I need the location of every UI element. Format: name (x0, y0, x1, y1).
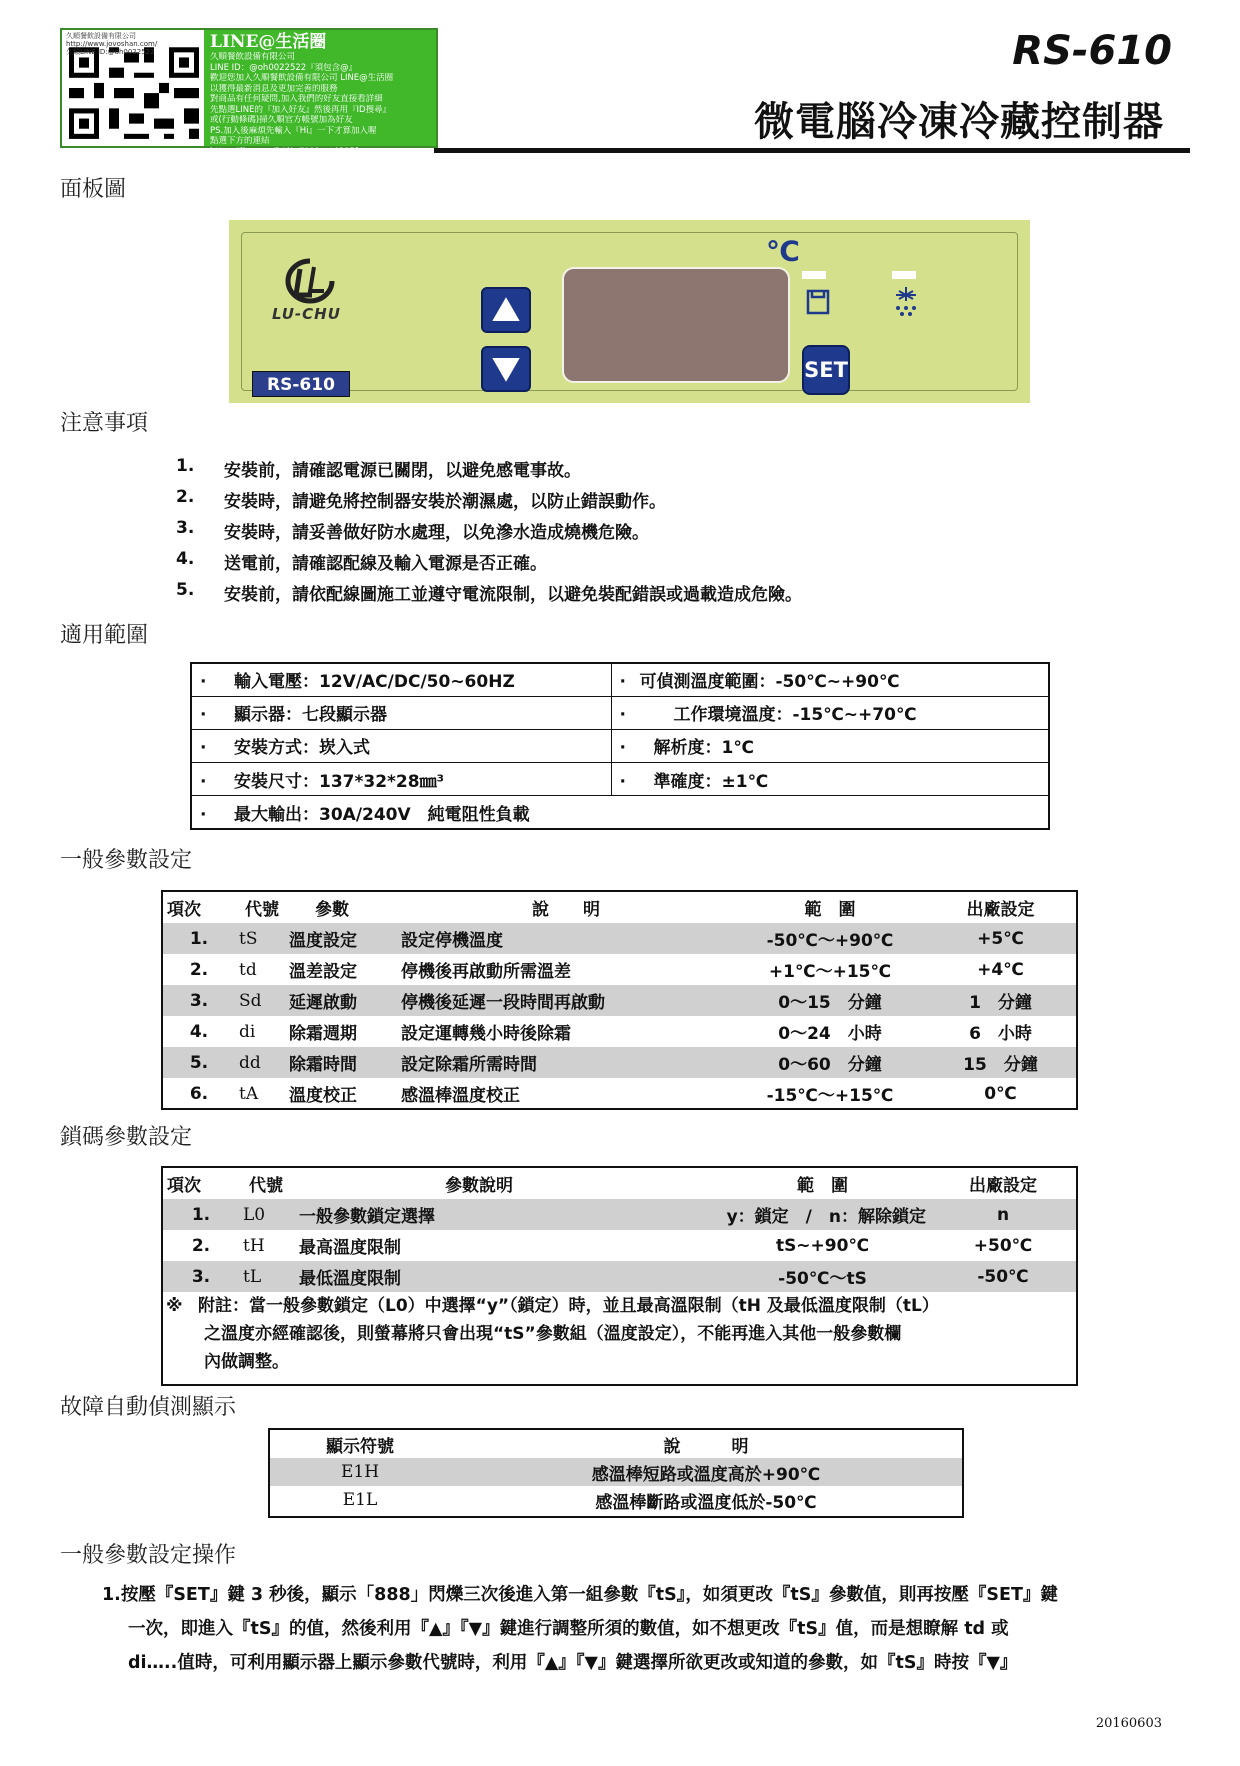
spec-cell (191, 763, 611, 796)
note-number: 1. (176, 456, 195, 476)
note-text: 安裝時，請妥善做好防水處理，以免滲水造成燒機危險。 (224, 523, 649, 543)
column-header: 項次 (167, 900, 201, 920)
table-cell: 最高溫度限制 (299, 1238, 401, 1258)
table-cell: 溫度設定 (285, 923, 397, 954)
spec-cell (191, 663, 611, 696)
section-heading-lock: 鎖碼參數設定 (60, 1125, 193, 1150)
section-heading-notes: 注意事項 (60, 411, 149, 436)
table-cell: 溫差設定 (289, 962, 357, 982)
arrow-down-icon (483, 348, 529, 390)
column-header: 出廠設定 (966, 900, 1035, 920)
spec-cell (611, 729, 1049, 762)
banner-line: PS.加入後麻煩先輸入『Hi』一下才算加入喔 (210, 125, 377, 136)
operation-instructions (102, 1578, 1182, 1680)
table-cell: -50℃～+90℃ (735, 923, 925, 954)
banner-line: 歡迎您加入久順餐飲設備有限公司 LINE@生活圈 (210, 73, 394, 83)
table-cell: 設定停機溫度 (397, 923, 735, 954)
table-cell: tS~+90℃ (775, 1235, 870, 1256)
arrow-up-icon (483, 289, 529, 331)
table-row (163, 1016, 1076, 1047)
bullet-mark: · (200, 672, 207, 693)
cell-text: 解析度：1℃ (653, 738, 754, 759)
table-cell: 2. (191, 1235, 211, 1256)
qr-caption (66, 32, 206, 56)
table-cell: n (930, 1199, 1076, 1230)
table-row (191, 729, 1049, 762)
list-item (176, 580, 802, 611)
banner-line: 先點選LINE的『加入好友』然後再用『ID搜尋』 (210, 104, 392, 115)
cell-text: 安裝方式：崁入式 (234, 738, 370, 759)
title-divider (434, 148, 1190, 153)
cell-text: 準確度：±1℃ (653, 771, 769, 792)
table-cell: 1. (163, 1199, 239, 1230)
section-heading-fault: 故障自動偵測顯示 (60, 1395, 237, 1420)
table-cell: tL (239, 1261, 295, 1292)
table-cell: 溫度校正 (289, 1086, 357, 1106)
line-info-panel (204, 30, 436, 157)
table-row (270, 1486, 962, 1514)
table-header-row (270, 1430, 962, 1458)
table-row (191, 763, 1049, 796)
table-row (163, 985, 1076, 1016)
panel-model-label: RS-610 (252, 371, 350, 397)
column-header: 說 明 (532, 900, 600, 920)
table-cell: 0～60 分鐘 (735, 1047, 925, 1078)
fault-code-table (270, 1430, 962, 1514)
up-button[interactable] (481, 287, 531, 333)
table-cell: di (239, 1021, 256, 1042)
general-parameter-table (163, 892, 1076, 1109)
table-cell: tA (239, 1083, 259, 1104)
spec-cell (611, 696, 1049, 729)
table-cell: 除霜週期 (289, 1024, 357, 1044)
note-line: 之溫度亦經確認後，則螢幕將只會出現“tS”參數組（溫度設定），不能再進入其他一般參數欄 (204, 1324, 902, 1344)
spec-cell (191, 729, 611, 762)
table-header-row (163, 892, 1076, 923)
table-cell: 15 分鐘 (925, 1047, 1076, 1078)
bullet-mark: · (200, 738, 207, 759)
qr-caption-line: 久順LINE ID:@oh0022522 (66, 48, 155, 56)
cell-text: 輸入電壓：12V/AC/DC/50~60HZ (234, 672, 515, 693)
table-row (191, 663, 1049, 696)
note-number: 5. (176, 580, 195, 600)
column-header: 代號 (249, 1176, 283, 1196)
table-cell: 最低溫度限制 (295, 1261, 715, 1292)
table-cell: td (239, 959, 257, 980)
column-header: 參數 (315, 900, 349, 920)
section-heading-operation: 一般參數設定操作 (60, 1543, 237, 1568)
note-line: 內做調整。 (204, 1352, 289, 1372)
down-button[interactable] (481, 346, 531, 392)
table-cell: +1℃～+15℃ (768, 962, 892, 982)
banner-line: 久順餐飲設備有限公司 (210, 52, 296, 62)
table-cell: +4℃ (977, 959, 1024, 980)
table-cell: 6. (189, 1083, 209, 1104)
table-cell: 感溫棒斷路或溫度低於-50℃ (595, 1492, 817, 1513)
table-cell: -15℃～+15℃ (766, 1086, 894, 1106)
table-cell: tS (235, 923, 285, 954)
note-number: 2. (176, 487, 195, 507)
document-date: 20160603 (1095, 1716, 1162, 1731)
column-header: 說 明 (663, 1436, 749, 1457)
table-cell: 0～15 分鐘 (735, 985, 925, 1016)
table-cell: 0～24 小時 (778, 1024, 882, 1044)
table-cell: 除霜時間 (285, 1047, 397, 1078)
table-cell: +5℃ (925, 923, 1076, 954)
table-cell: 感溫棒短路或溫度高於+90℃ (450, 1458, 962, 1486)
lock-parameter-table (163, 1168, 1076, 1292)
table-row (191, 796, 1049, 829)
qr-code-icon[interactable] (64, 32, 204, 144)
cell-text: 最大輸出：30A/240V 純電阻性負載 (234, 804, 530, 825)
table-header-row (163, 1168, 1076, 1199)
bullet-mark: · (619, 672, 626, 693)
banner-line: 對商品有任何疑問,加入我們的好友直接看詳細 (210, 94, 383, 104)
table-cell: 3. (163, 1261, 239, 1292)
column-header: 項次 (167, 1176, 201, 1196)
spec-cell (611, 763, 1049, 796)
defrost-icon (890, 283, 922, 319)
table-cell: 2. (189, 959, 209, 980)
table-cell: E1L (342, 1490, 378, 1510)
note-line (166, 1292, 1072, 1320)
column-header: 範 圍 (797, 1176, 848, 1196)
table-cell: tH (243, 1235, 265, 1256)
line-banner (60, 28, 438, 157)
table-row (163, 1047, 1076, 1078)
column-header: 代號 (245, 900, 279, 920)
cell-text: 附註：當一般參數鎖定（L0）中選擇“y”（鎖定）時，並且最高溫限制（tH 及最低溫度限制（tL） (198, 1296, 939, 1316)
note-number: 3. (176, 518, 195, 538)
column-header: 參數說明 (445, 1176, 513, 1196)
cell-text: 可偵測溫度範圍：-50℃~+90℃ (639, 672, 900, 693)
bullet-mark: · (200, 771, 207, 792)
cell-text: 安裝尺寸：137*32*28㎜³ (234, 771, 445, 792)
bullet-mark: · (619, 771, 626, 792)
section-heading-panel: 面板圖 (60, 177, 127, 202)
table-cell: 設定除霜所需時間 (397, 1047, 735, 1078)
column-header: 出廠設定 (969, 1176, 1037, 1196)
defrost-indicator-led (892, 271, 916, 279)
brand-name: LU-CHU (272, 305, 341, 323)
table-cell: 延遲啟動 (285, 985, 397, 1016)
list-item (176, 549, 802, 580)
lock-note (166, 1292, 1072, 1376)
table-row (191, 696, 1049, 729)
section-heading-scope: 適用範圍 (60, 623, 149, 648)
line-banner-title: LINE@生活圈 (210, 32, 327, 52)
banner-line: 點選下方的連結 (210, 136, 270, 146)
table-cell: -50℃ (930, 1261, 1076, 1292)
table-cell: 1 分鐘 (925, 985, 1076, 1016)
table-cell: E1H (270, 1458, 450, 1486)
table-row (163, 1230, 1076, 1261)
note-text: 安裝時，請避免將控制器安裝於潮濕處，以防止錯誤動作。 (224, 492, 666, 512)
table-row (163, 1078, 1076, 1109)
spec-cell (191, 796, 1049, 829)
panel-bezel (241, 232, 1018, 395)
table-cell: -50℃～tS (715, 1261, 930, 1292)
compressor-indicator-led (802, 271, 826, 279)
note-number: 4. (176, 549, 195, 569)
table-cell: +50℃ (973, 1235, 1033, 1256)
product-title: 微電腦冷凍冷藏控制器 (754, 99, 1164, 145)
table-cell: 一般參數鎖定選擇 (295, 1199, 715, 1230)
table-cell: 3. (163, 985, 235, 1016)
cell-text: 工作環境溫度：-15℃~+70℃ (673, 705, 917, 726)
table-cell: 設定運轉幾小時後除霜 (401, 1024, 571, 1044)
cell-text: 顯示器：七段顯示器 (234, 705, 387, 726)
cell-text: ※ (166, 1296, 183, 1316)
column-header: 顯示符號 (326, 1436, 394, 1457)
section-heading-general: 一般參數設定 (60, 848, 193, 873)
compressor-icon (802, 287, 834, 317)
spec-cell (191, 696, 611, 729)
table-cell: Sd (235, 985, 285, 1016)
bullet-mark: · (200, 705, 207, 726)
table-cell: 1. (163, 923, 235, 954)
list-item (176, 487, 802, 518)
lu-chu-logo-icon (282, 257, 338, 305)
table-cell: 5. (163, 1047, 235, 1078)
paragraph-line: di…..值時，可利用顯示器上顯示參數代號時，利用『▲』『▼』鍵選擇所欲更改或知道的參數，如『tS』時按『▼』 (128, 1653, 1018, 1673)
celsius-unit-label: ℃ (766, 235, 800, 268)
table-cell: 感溫棒溫度校正 (401, 1086, 520, 1106)
bullet-mark: · (619, 705, 626, 726)
set-button[interactable]: SET (802, 345, 850, 395)
table-cell: L0 (239, 1199, 295, 1230)
qr-caption-line: http://www.jovoshan.com/ (66, 40, 158, 48)
note-text: 送電前，請確認配線及輸入電源是否正確。 (224, 554, 547, 574)
banner-line: LINE ID：@oh0022522『須包含@』 (210, 62, 358, 73)
table-cell: 4. (189, 1021, 209, 1042)
notes-list (176, 456, 802, 611)
table-row (270, 1458, 962, 1486)
list-item (176, 518, 802, 549)
bullet-mark: · (619, 738, 626, 759)
table-row (163, 1199, 1076, 1230)
note-text: 安裝前，請依配線圖施工並遵守電流限制，以避免裝配錯誤或過載造成危險。 (224, 585, 802, 605)
paragraph-line: 一次，即進入『tS』的值，然後利用『▲』『▼』鍵進行調整所須的數值，如不想更改『tS』值，而是想瞭解 td 或 (128, 1619, 1009, 1639)
list-item (176, 456, 802, 487)
bullet-mark: · (200, 804, 207, 825)
table-cell: 停機後延遲一段時間再啟動 (397, 985, 735, 1016)
spec-table (190, 662, 1050, 830)
spec-cell (611, 663, 1049, 696)
note-text: 安裝前，請確認電源已關閉，以避免感電事故。 (224, 461, 581, 481)
front-panel-diagram (229, 220, 1030, 403)
table-row (163, 954, 1076, 985)
table-cell: 停機後再啟動所需溫差 (401, 962, 571, 982)
banner-line: 或(行動條碼)掃久順官方帳號加為好友 (210, 115, 353, 125)
model-title: RS-610 (1012, 28, 1172, 74)
banner-line: 以獲得最新消息及更加完善的服務 (210, 83, 338, 94)
table-cell: dd (235, 1047, 285, 1078)
qr-caption-line: 久順餐飲設備有限公司 (66, 32, 136, 40)
column-header: 範 圍 (804, 900, 856, 920)
seven-segment-display (562, 267, 790, 383)
table-cell: 6 小時 (969, 1024, 1032, 1044)
table-row (163, 923, 1076, 954)
table-row (163, 1261, 1076, 1292)
table-cell: 0℃ (984, 1083, 1017, 1104)
table-cell: y：鎖定 / n：解除鎖定 (715, 1199, 930, 1230)
line-link[interactable]: https://line.me/R/ti/p/%40gvt4805f (210, 146, 358, 157)
paragraph-line: 1.按壓『SET』鍵 3 秒後，顯示「888」閃爍三次後進入第一組參數『tS』，如須更改『tS』參數值，則再按壓『SET』鍵 (102, 1585, 1058, 1605)
